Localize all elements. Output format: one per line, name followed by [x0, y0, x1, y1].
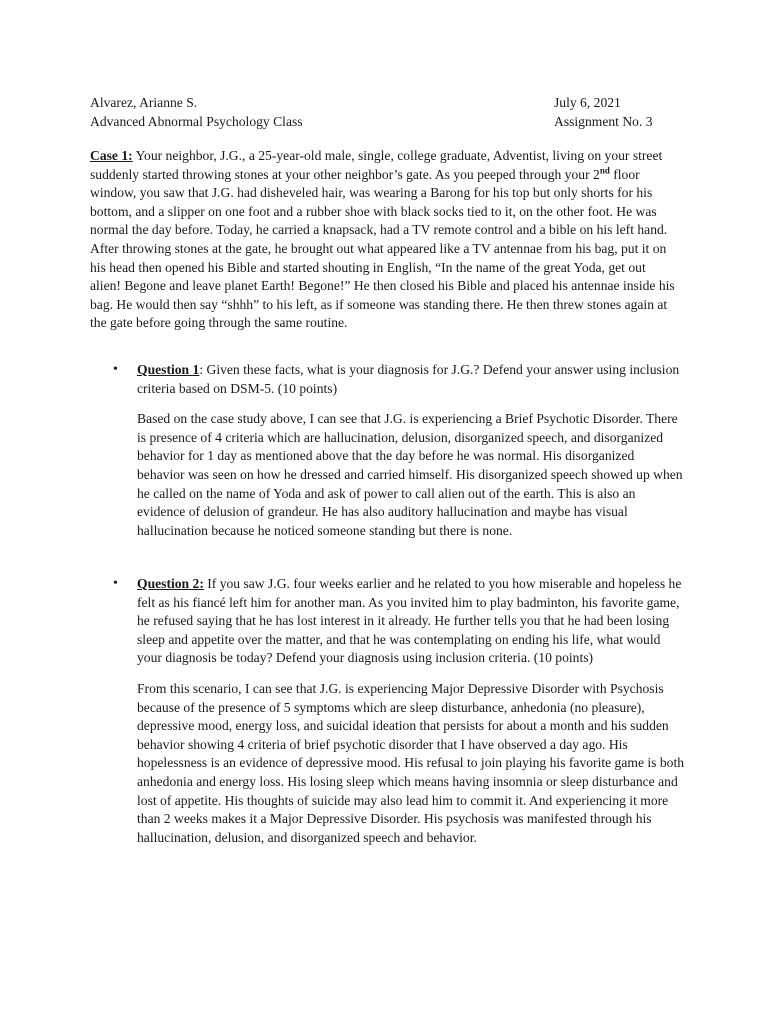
case-paragraph	[90, 147, 680, 333]
question-2-prompt	[137, 575, 685, 668]
case-text-a: Your neighbor, J.G., a 25-year-old male, single, college graduate, Adventist, living on your street suddenly started throwing stones at your other neighbor’s gate. As you peeped through your 2	[90, 148, 663, 182]
header-row-2	[90, 113, 690, 132]
question-1-label: Question 1	[137, 362, 200, 377]
header-row-1	[90, 94, 690, 113]
submission-date: July 6, 2021	[554, 95, 621, 110]
student-name: Alvarez, Arianne S.	[90, 95, 198, 110]
assignment-number: Assignment No. 3	[554, 113, 653, 129]
document-header	[90, 94, 690, 131]
case-superscript: nd	[599, 165, 610, 176]
question-1-text: : Given these facts, what is your diagnosis for J.G.? Defend your answer using inclusion criteria based on DSM-5. (10 points)	[137, 362, 680, 396]
case-text-b: floor window, you saw that J.G. had disheveled hair, was wearing a Barong for his top but only shorts for his bottom, and a slipper on one foot and a rubber shoe with black socks tied to it, on the other foot. He was normal the day before. Today, he carried a knapsack, had a TV remote control and a bible on his left hand. After throwing stones at the gate, he brought out what appeared like a TV antennae from his bag, put it on his head then opened his Bible and started shouting in English, “In the name of the great Yoda, get out alien! Begone and leave planet Earth! Begone!” He then closed his Bible and placed his antennae inside his bag. He would then say “shhh” to his left, as if someone was standing there. He then threw stones again at the gate before going through the same routine.	[90, 166, 675, 331]
case-label: Case 1:	[90, 148, 133, 163]
question-2-label: Question 2:	[137, 576, 204, 591]
question-2-answer: From this scenario, I can see that J.G. is experiencing Major Depressive Disorder with Psychosis because of the presence of 5 symptoms which are sleep disturbance, anhedonia (no pleasure), depressive mood, energy loss, and suicidal ideation that persists for about a month and his sudden behavior showing 4 criteria of brief psychotic disorder that I have observed a day ago. His hopelessness is an evidence of depressive mood. His refusal to join playing his favorite game is both anhedonia and energy loss. His losing sleep which means having insomnia or sleep disturbance and lost of appetite. His thoughts of suicide may also lead him to commit it. And experiencing it more than 2 weeks makes it a Major Depressive Disorder. His psychosis was manifested through his hallucination, delusion, and disorganized speech and behavior.	[137, 680, 685, 845]
question-2-text: If you saw J.G. four weeks earlier and he related to you how miserable and hopeless he felt as his fiancé left him for another man. As you invited him to play badminton, his favorite game, he refused saying that he has lost interest in it already. He further tells you that he had been losing sleep and appetite over the matter, and that he was contemplating on ending his life, what would your diagnosis be today? Defend your diagnosis using inclusion criteria. (10 points)	[137, 576, 682, 666]
question-1-prompt	[137, 361, 685, 398]
bullet-icon: •	[113, 362, 118, 377]
bullet-icon: •	[113, 576, 118, 591]
question-1-answer: Based on the case study above, I can see that J.G. is experiencing a Brief Psychotic Disorder. There is presence of 4 criteria which are hallucination, delusion, disorganized speech, and disorganized behavior for 1 day as mentioned above that the day before he was normal. His disorganized behavior was seen on how he dressed and carried himself. His disorganized speech showed up when he called on the name of Yoda and ask of power to call alien out of the earth. This is also an evidence of delusion of grandeur. He has also auditory hallucination and maybe has visual hallucination because he noticed someone standing but there is none.	[137, 411, 683, 538]
question-2-block	[115, 575, 685, 847]
question-1-block	[115, 361, 685, 540]
class-name: Advanced Abnormal Psychology Class	[90, 113, 303, 129]
